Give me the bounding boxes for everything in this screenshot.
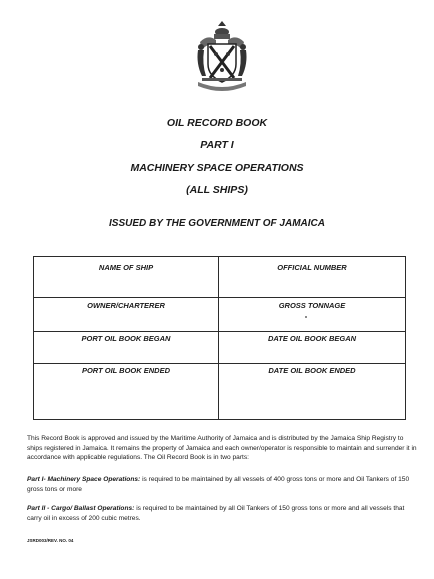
ship-details-table xyxy=(33,256,406,420)
part2-paragraph xyxy=(27,504,417,523)
issuer-heading: ISSUED BY THE GOVERNMENT OF JAMAICA xyxy=(109,218,325,229)
part1-paragraph xyxy=(27,475,417,494)
label-gross-tonnage: GROSS TONNAGE xyxy=(278,301,346,310)
label-official-number: OFFICIAL NUMBER xyxy=(277,263,347,272)
label-name-of-ship: NAME OF SHIP xyxy=(98,263,154,272)
row-divider xyxy=(34,363,405,364)
part1-label: Part I- Machinery Space Operations: xyxy=(27,476,141,483)
part2-text: is required to be maintained by all Oil Tankers of 150 gross tons or more and all vessels that carry oil in excess of 200 cubic metres. xyxy=(27,505,405,522)
label-port-oil-book-ended: PORT OIL BOOK ENDED xyxy=(81,366,171,375)
scope-heading: (ALL SHIPS) xyxy=(186,184,248,196)
part2-label: Part II - Cargo/ Ballast Operations: xyxy=(27,505,135,512)
label-date-oil-book-began: DATE OIL BOOK BEGAN xyxy=(267,334,357,343)
label-port-oil-book-began: PORT OIL BOOK BEGAN xyxy=(81,334,171,343)
row-divider xyxy=(34,331,405,332)
label-owner-charterer: OWNER/CHARTERER xyxy=(87,301,165,310)
row-divider xyxy=(34,297,405,298)
jamaica-coat-of-arms xyxy=(190,20,254,94)
part-heading: PART I xyxy=(200,139,234,151)
form-code: JSRD003/REV. NO. 04 xyxy=(27,538,74,543)
part1-text: is required to be maintained by all vessels of 400 gross tons or more and Oil Tankers of 150 gross tons or more xyxy=(27,476,410,493)
intro-paragraph: This Record Book is approved and issued by the Maritime Authority of Jamaica and is distributed by the Jamaica Ship Registry to ships registered in Jamaica. It remains the property of Jamaica and each owner/operator is responsible to maintain and surrender it in accordance with applicable regulations. The Oil Record Book is in two parts: xyxy=(27,435,417,461)
subtitle: MACHINERY SPACE OPERATIONS xyxy=(130,162,304,174)
label-date-oil-book-ended: DATE OIL BOOK ENDED xyxy=(268,366,356,375)
document-title: OIL RECORD BOOK xyxy=(166,117,268,129)
stray-mark xyxy=(305,316,307,318)
